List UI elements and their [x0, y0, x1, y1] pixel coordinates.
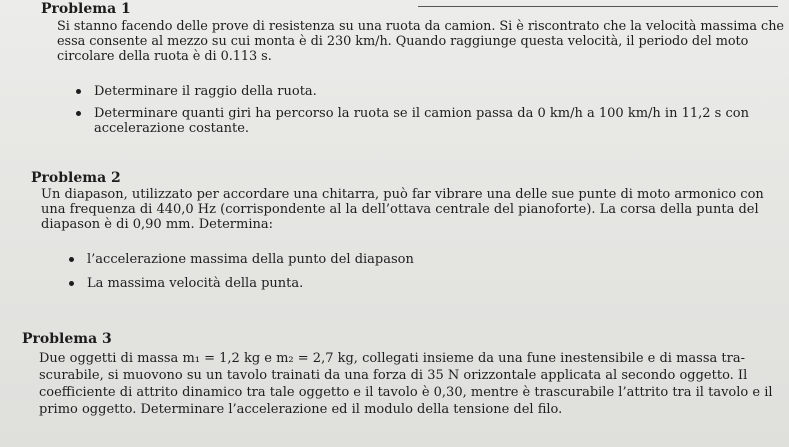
statement-line: circolare della ruota è di 0.113 s.	[57, 49, 272, 64]
statement-line: Si stanno facendo delle prove di resistenza su una ruota da camion. Si è riscontrato che la velocità massima che	[57, 19, 784, 34]
question-item: La massima velocità della punta.	[87, 276, 414, 291]
problem-1	[41, 1, 789, 64]
statement-line: una frequenza di 440,0 Hz (corrispondente al la dell’ottava centrale del pianoforte). La corsa della punta del	[41, 202, 759, 217]
problem-2-statement	[41, 187, 764, 232]
bullet-icon	[76, 89, 81, 94]
statement-line: Due oggetti di massa m₁ = 1,2 kg e m₂ = 2,7 kg, collegati insieme da una fune inestensibile e di massa tra-	[39, 351, 745, 366]
statement-line: Un diapason, utilizzato per accordare una chitarra, può far vibrare una delle sue punte di moto armonico con	[41, 187, 764, 202]
statement-line: essa consente al mezzo su cui monta è di 230 km/h. Quando raggiunge questa velocità, il periodo del moto	[57, 34, 749, 49]
problem-2-title: Problema 2	[31, 170, 121, 186]
statement-line: diapason è di 0,90 mm. Determina:	[41, 217, 273, 232]
statement-line: scurabile, si muovono su un tavolo trainati da una forza di 35 N orizzontale applicata al secondo oggetto. Il	[39, 368, 748, 383]
question-item: Determinare il raggio della ruota.	[94, 84, 749, 99]
question-item: l’accelerazione massima della punto del diapason	[87, 252, 414, 267]
problem-3	[22, 331, 773, 418]
problem-2-questions	[87, 252, 414, 291]
bullet-icon	[76, 111, 81, 116]
bullet-icon	[69, 281, 74, 286]
bullet-icon	[69, 257, 74, 262]
problem-3-statement	[39, 350, 773, 418]
problem-2	[31, 170, 764, 232]
problem-1-questions	[94, 84, 749, 136]
problem-3-title: Problema 3	[22, 331, 112, 347]
question-item: Determinare quanti giri ha percorso la ruota se il camion passa da 0 km/h a 100 km/h in 11,2 s con accelerazione costante.	[94, 106, 749, 136]
statement-line: coefficiente di attrito dinamico tra tale oggetto e il tavolo è 0,30, mentre è trascurabile l’attrito tra il tavolo e il	[39, 385, 773, 400]
problem-1-title: Problema 1	[41, 1, 131, 17]
problem-1-statement	[57, 19, 789, 64]
statement-line: primo oggetto. Determinare l’accelerazione ed il modulo della tensione del filo.	[39, 402, 563, 417]
